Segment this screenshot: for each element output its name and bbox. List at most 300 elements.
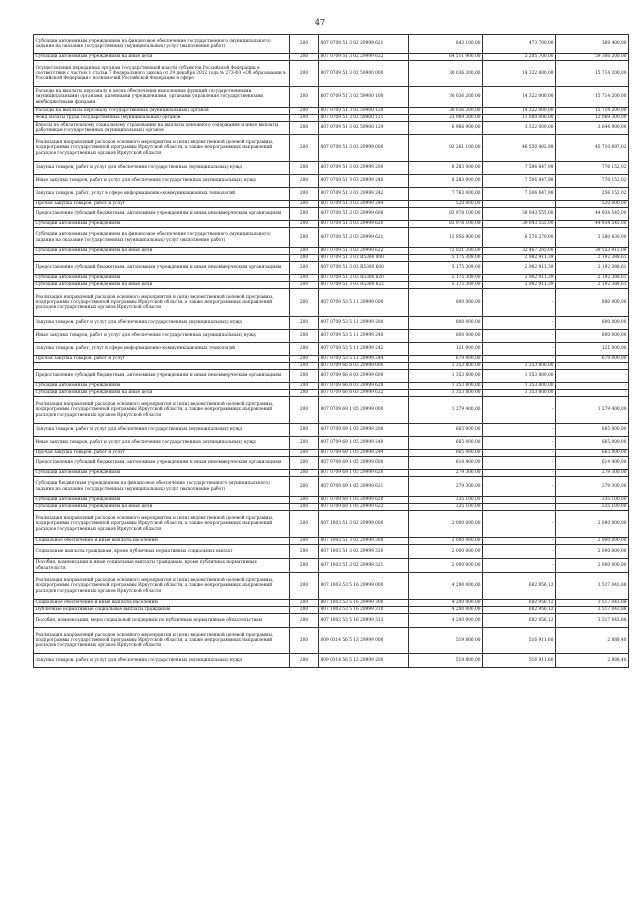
row-code-cell: 200: [290, 397, 319, 424]
row-approved-amount-cell: 1 353 800,00: [409, 363, 483, 370]
row-classification-code-cell: 807 0709 51 3 03 R5380 600: [319, 262, 409, 275]
row-name-cell: Пособия, компенсации и иные социальные выплаты гражданам, кроме публичных нормативных обязательств: [34, 559, 290, 573]
row-executed-amount-cell: 473 700,00: [483, 35, 556, 54]
row-remaining-amount-cell: 3 517 043,88: [556, 600, 629, 607]
table-row: [34, 221, 629, 228]
row-classification-code-cell: 807 0709 51 3 02 59900 120: [319, 108, 409, 115]
row-code-cell: 200: [290, 188, 319, 201]
row-code-cell: 200: [290, 628, 319, 654]
table-row: [34, 108, 629, 115]
row-executed-amount-cell: -: [483, 477, 556, 497]
row-approved-amount-cell: 665 000,00: [409, 437, 483, 450]
row-remaining-amount-cell: 800 000,00: [556, 317, 629, 330]
row-executed-amount-cell: 682 956,12: [483, 607, 556, 614]
row-approved-amount-cell: 4 200 000,00: [409, 600, 483, 607]
row-name-cell: Социальное обеспечение и иные выплаты населению: [34, 600, 290, 607]
row-approved-amount-cell: 6 966 900,00: [409, 122, 483, 135]
row-approved-amount-cell: 23 069 300,00: [409, 115, 483, 122]
row-executed-amount-cell: 14 322 000,00: [483, 61, 556, 87]
row-executed-amount-cell: 1 353 800,00: [483, 390, 556, 397]
row-executed-amount-cell: -: [483, 559, 556, 573]
row-name-cell: Предоставление субсидий бюджетным, автономным учреждениям и иным некоммерческим организациям: [34, 262, 290, 275]
row-remaining-amount-cell: 39 553 915,00: [556, 248, 629, 255]
row-executed-amount-cell: 516 911,60: [483, 654, 556, 668]
table-row: [34, 317, 629, 330]
row-approved-amount-cell: 4 200 000,00: [409, 614, 483, 628]
table-row: [34, 35, 629, 54]
row-remaining-amount-cell: -: [556, 363, 629, 370]
row-name-cell: Закупка товаров, работ, услуг в сфере информационно-коммуникационных технологий: [34, 343, 290, 356]
row-approved-amount-cell: 121 000,00: [409, 343, 483, 356]
row-executed-amount-cell: -: [483, 497, 556, 504]
row-remaining-amount-cell: 776 152,02: [556, 162, 629, 175]
row-executed-amount-cell: -: [483, 397, 556, 424]
row-classification-code-cell: 807 0709 51 3 03 29999 000: [319, 135, 409, 162]
row-classification-code-cell: 807 0709 51 3 02 59900 000: [319, 61, 409, 87]
row-name-cell: Прочая закупка товаров, работ и услуг: [34, 356, 290, 363]
row-remaining-amount-cell: 3 517 043,88: [556, 614, 629, 628]
row-executed-amount-cell: -: [483, 289, 556, 317]
row-executed-amount-cell: -: [483, 437, 556, 450]
row-code-cell: 200: [290, 343, 319, 356]
table-row: [34, 115, 629, 122]
row-executed-amount-cell: 3 322 000,00: [483, 122, 556, 135]
row-name-cell: Закупка товаров, работ и услуг для обеспечения государственных (муниципальных) нужд: [34, 424, 290, 437]
row-name-cell: Социальные выплаты гражданам, кроме публичных нормативных социальных выплат: [34, 545, 290, 559]
row-remaining-amount-cell: 2 192 388,61: [556, 262, 629, 275]
row-approved-amount-cell: 520 000,00: [409, 201, 483, 208]
table-row: [34, 87, 629, 108]
row-classification-code-cell: 807 0709 51 3 03 29999 200: [319, 162, 409, 175]
row-code-cell: 200: [290, 511, 319, 538]
table-row: [34, 573, 629, 600]
row-executed-amount-cell: 7 506 847,98: [483, 162, 556, 175]
table-row: [34, 363, 629, 370]
row-executed-amount-cell: 682 956,12: [483, 600, 556, 607]
row-classification-code-cell: 807 1003 53 5 16 29999 300: [319, 600, 409, 607]
row-approved-amount-cell: 5 175 309,00: [409, 255, 483, 262]
row-name-cell: Фонд оплаты труда государственных (муниципальных) органов: [34, 115, 290, 122]
row-remaining-amount-cell: 279 300,00: [556, 477, 629, 497]
row-executed-amount-cell: 516 911,60: [483, 628, 556, 654]
row-remaining-amount-cell: 2 192 388,61: [556, 282, 629, 289]
row-classification-code-cell: 807 0709 66 8 03 29999 000: [319, 363, 409, 370]
table-row: [34, 437, 629, 450]
row-name-cell: Субсидии автономным учреждениям: [34, 470, 290, 477]
row-approved-amount-cell: 665 000,00: [409, 424, 483, 437]
row-approved-amount-cell: 2 000 000,00: [409, 511, 483, 538]
table-row: [34, 383, 629, 390]
table-row: [34, 538, 629, 545]
row-classification-code-cell: 807 0709 69 1 05 29999 244: [319, 450, 409, 457]
row-classification-code-cell: 807 0709 53 5 11 29999 240: [319, 330, 409, 343]
table-row: [34, 477, 629, 497]
row-classification-code-cell: 809 0314 56 5 13 29999 000: [319, 628, 409, 654]
row-executed-amount-cell: 1 353 800,00: [483, 370, 556, 383]
row-executed-amount-cell: -: [483, 511, 556, 538]
row-approved-amount-cell: 2 000 000,00: [409, 538, 483, 545]
row-approved-amount-cell: 279 300,00: [409, 470, 483, 477]
row-executed-amount-cell: -: [483, 545, 556, 559]
row-approved-amount-cell: 1 353 800,00: [409, 383, 483, 390]
row-name-cell: Прочая закупка товаров, работ и услуг: [34, 201, 290, 208]
row-name-cell: Реализация направлений расходов основного мероприятия и (или) ведомственной целевой программы, подпрограммы государственной программы Иркутской области, а также непрограммных направлений расходов государственных органов Иркутской области: [34, 289, 290, 317]
row-executed-amount-cell: -: [483, 317, 556, 330]
row-approved-amount-cell: 8 283 000,00: [409, 175, 483, 188]
row-name-cell: Субсидии автономным учреждениям на иные цели: [34, 248, 290, 255]
row-classification-code-cell: 807 0709 69 1 05 29999 620: [319, 497, 409, 504]
row-classification-code-cell: 809 0314 56 5 13 29999 200: [319, 654, 409, 668]
row-approved-amount-cell: 335 100,00: [409, 504, 483, 511]
row-classification-code-cell: 807 1003 51 3 02 29999 321: [319, 559, 409, 573]
row-approved-amount-cell: 5 175 309,00: [409, 262, 483, 275]
row-remaining-amount-cell: 121 000,00: [556, 343, 629, 356]
row-approved-amount-cell: 1 279 400,00: [409, 397, 483, 424]
row-remaining-amount-cell: -: [556, 370, 629, 383]
table-row: [34, 262, 629, 275]
row-name-cell: Осуществление переданных органам государственной власти субъектов Российской Федерации в соответствии с частью 1 статьи 7 Федерального закона от 29 декабря 2012 года № 273-ФЗ «Об образовании в Российской Федерации» полномочий Российской Федерации в сфере: [34, 61, 290, 87]
row-approved-amount-cell: 4 200 000,00: [409, 573, 483, 600]
row-code-cell: 200: [290, 470, 319, 477]
row-name-cell: [34, 363, 290, 370]
row-remaining-amount-cell: 2 192 388,61: [556, 275, 629, 282]
table-row: [34, 282, 629, 289]
table-row: [34, 457, 629, 470]
row-approved-amount-cell: 2 000 000,00: [409, 559, 483, 573]
row-remaining-amount-cell: 679 000,00: [556, 356, 629, 363]
row-approved-amount-cell: 83 978 100,00: [409, 221, 483, 228]
row-code-cell: 200: [290, 573, 319, 600]
table-row: [34, 54, 629, 61]
row-code-cell: 200: [290, 559, 319, 573]
row-approved-amount-cell: 83 978 100,00: [409, 208, 483, 221]
row-code-cell: 200: [290, 330, 319, 343]
row-approved-amount-cell: 72 021 200,00: [409, 248, 483, 255]
table-row: [34, 424, 629, 437]
row-approved-amount-cell: 5 175 309,00: [409, 282, 483, 289]
row-code-cell: 200: [290, 162, 319, 175]
table-row: [34, 175, 629, 188]
page-number: 47: [314, 18, 326, 27]
row-name-cell: Закупка товаров, работ и услуг для обеспечения государственных (муниципальных) нужд: [34, 317, 290, 330]
table-row: [34, 600, 629, 607]
row-code-cell: 200: [290, 248, 319, 255]
row-name-cell: Субсидии автономным учреждениям: [34, 383, 290, 390]
row-code-cell: 200: [290, 437, 319, 450]
row-approved-amount-cell: 1 353 800,00: [409, 390, 483, 397]
row-remaining-amount-cell: 44 934 545,00: [556, 208, 629, 221]
row-executed-amount-cell: 6 576 270,00: [483, 228, 556, 248]
table-row: [34, 504, 629, 511]
row-remaining-amount-cell: 15 714 200,00: [556, 87, 629, 108]
row-name-cell: Реализация направлений расходов основного мероприятия и (или) ведомственной целевой программы, подпрограммы государственной программы Иркутской области, а также непрограммных направлений расходов государственных органов Иркутской области: [34, 397, 290, 424]
row-code-cell: 200: [290, 201, 319, 208]
row-remaining-amount-cell: 2 000 000,00: [556, 545, 629, 559]
table-row: [34, 370, 629, 383]
row-classification-code-cell: 807 0709 53 5 11 29999 200: [319, 317, 409, 330]
row-classification-code-cell: 807 1003 53 5 16 29999 000: [319, 573, 409, 600]
row-approved-amount-cell: 1 353 800,00: [409, 370, 483, 383]
row-code-cell: 200: [290, 538, 319, 545]
table-row: [34, 135, 629, 162]
row-executed-amount-cell: -: [483, 538, 556, 545]
row-code-cell: 200: [290, 35, 319, 54]
row-code-cell: 200: [290, 87, 319, 108]
row-remaining-amount-cell: 800 000,00: [556, 330, 629, 343]
row-name-cell: Предоставление субсидий бюджетным, автономным учреждениям и иным некоммерческим организациям: [34, 370, 290, 383]
row-remaining-amount-cell: 2 000 000,00: [556, 559, 629, 573]
row-name-cell: Предоставление субсидий бюджетным, автономным учреждениям и иным некоммерческим организациям: [34, 457, 290, 470]
table-row: [34, 450, 629, 457]
row-code-cell: 200: [290, 600, 319, 607]
row-approved-amount-cell: 8 283 000,00: [409, 162, 483, 175]
row-executed-amount-cell: 7 506 847,98: [483, 188, 556, 201]
row-remaining-amount-cell: 614 400,00: [556, 457, 629, 470]
row-code-cell: 200: [290, 275, 319, 282]
row-classification-code-cell: 807 0709 51 3 03 R5380 620: [319, 275, 409, 282]
row-name-cell: Субсидии автономным учреждениям на иные цели: [34, 54, 290, 61]
table-row: [34, 511, 629, 538]
row-name-cell: Субсидии автономным учреждениям: [34, 497, 290, 504]
row-remaining-amount-cell: 45 710 697,02: [556, 135, 629, 162]
row-name-cell: Публичные нормативные социальные выплаты гражданам: [34, 607, 290, 614]
row-remaining-amount-cell: 520 000,00: [556, 201, 629, 208]
row-executed-amount-cell: 39 043 555,00: [483, 221, 556, 228]
row-remaining-amount-cell: -: [556, 390, 629, 397]
row-classification-code-cell: 807 0709 51 3 03 29999 620: [319, 221, 409, 228]
row-classification-code-cell: 807 1003 51 3 02 29999 000: [319, 511, 409, 538]
row-code-cell: 200: [290, 477, 319, 497]
row-approved-amount-cell: 5 175 309,00: [409, 275, 483, 282]
table-row: [34, 559, 629, 573]
table-row: [34, 497, 629, 504]
row-code-cell: 200: [290, 289, 319, 317]
row-classification-code-cell: 807 0709 51 3 02 59900 129: [319, 122, 409, 135]
row-classification-code-cell: 807 0709 51 3 03 29999 621: [319, 228, 409, 248]
row-remaining-amount-cell: 44 934 545,00: [556, 221, 629, 228]
table-row: [34, 607, 629, 614]
row-executed-amount-cell: 2 982 911,39: [483, 262, 556, 275]
table-row: [34, 545, 629, 559]
row-name-cell: Реализация направлений расходов основного мероприятия и (или) ведомственной целевой программы, подпрограммы государственной программы Иркутской области, а также непрограммных направлений расходов государственных органов Иркутской области: [34, 628, 290, 654]
row-executed-amount-cell: 14 322 000,00: [483, 87, 556, 108]
row-name-cell: Субсидии автономным учреждениям: [34, 221, 290, 228]
row-name-cell: Субсидии бюджетным учреждениям на финансовое обеспечение государственного (муниципального) задания на оказание государственных (муниципальных) услуг (выполнение работ): [34, 477, 290, 497]
row-executed-amount-cell: 2 982 911,39: [483, 282, 556, 289]
row-approved-amount-cell: 279 300,00: [409, 477, 483, 497]
table-row: [34, 356, 629, 363]
table-row: [34, 248, 629, 255]
table-row: [34, 390, 629, 397]
row-classification-code-cell: 807 0709 69 1 05 29999 240: [319, 437, 409, 450]
row-classification-code-cell: 807 0709 69 1 05 29999 622: [319, 504, 409, 511]
row-approved-amount-cell: 614 400,00: [409, 457, 483, 470]
row-executed-amount-cell: -: [483, 470, 556, 477]
row-name-cell: Субсидии автономным учреждениям на финансовое обеспечение государственного (муниципального) задания на оказание государственных (муниципальных) услуг (выполнение работ): [34, 228, 290, 248]
row-code-cell: 200: [290, 497, 319, 504]
row-remaining-amount-cell: 2 000 000,00: [556, 511, 629, 538]
row-code-cell: 200: [290, 545, 319, 559]
row-code-cell: 200: [290, 61, 319, 87]
row-code-cell: 200: [290, 255, 319, 262]
row-classification-code-cell: 807 0709 69 1 05 29999 600: [319, 457, 409, 470]
row-approved-amount-cell: 30 036 200,00: [409, 61, 483, 87]
table-row: [34, 162, 629, 175]
row-classification-code-cell: 807 0709 51 3 02 59900 100: [319, 87, 409, 108]
row-remaining-amount-cell: 2 192 388,61: [556, 255, 629, 262]
row-name-cell: Реализация направлений расходов основного мероприятия и (или) ведомственной целевой программы, подпрограммы государственной программы Иркутской области, а также непрограммных направлений расходов государственных органов Иркутской области: [34, 135, 290, 162]
row-code-cell: 200: [290, 262, 319, 275]
row-code-cell: 200: [290, 424, 319, 437]
row-approved-amount-cell: 800 000,00: [409, 330, 483, 343]
table-row: [34, 628, 629, 654]
row-executed-amount-cell: -: [483, 450, 556, 457]
row-approved-amount-cell: 800 000,00: [409, 317, 483, 330]
row-executed-amount-cell: -: [483, 343, 556, 356]
row-classification-code-cell: 807 0709 51 3 03 29999 622: [319, 248, 409, 255]
row-remaining-amount-cell: 3 644 900,00: [556, 122, 629, 135]
row-approved-amount-cell: 843 100,00: [409, 35, 483, 54]
row-name-cell: Иные закупки товаров, работ и услуг для обеспечения государственных (муниципальных) нужд: [34, 437, 290, 450]
row-executed-amount-cell: 682 956,12: [483, 614, 556, 628]
row-remaining-amount-cell: 256 152,02: [556, 188, 629, 201]
row-name-cell: [34, 255, 290, 262]
row-approved-amount-cell: 665 000,00: [409, 450, 483, 457]
row-code-cell: 200: [290, 607, 319, 614]
row-classification-code-cell: 807 0709 53 5 11 29999 242: [319, 343, 409, 356]
row-code-cell: 200: [290, 356, 319, 363]
row-remaining-amount-cell: 335 100,00: [556, 504, 629, 511]
row-code-cell: 200: [290, 383, 319, 390]
row-code-cell: 200: [290, 54, 319, 61]
row-remaining-amount-cell: 776 152,02: [556, 175, 629, 188]
table-row: [34, 330, 629, 343]
row-executed-amount-cell: 5 205 700,00: [483, 54, 556, 61]
row-classification-code-cell: 807 0709 53 5 11 29999 000: [319, 289, 409, 317]
row-executed-amount-cell: 1 353 800,00: [483, 383, 556, 390]
row-classification-code-cell: 807 0709 51 3 03 R5380 000: [319, 255, 409, 262]
row-code-cell: 200: [290, 115, 319, 122]
row-classification-code-cell: 807 1003 53 5 16 29999 310: [319, 607, 409, 614]
table-row: [34, 470, 629, 477]
row-remaining-amount-cell: 335 100,00: [556, 497, 629, 504]
row-name-cell: Субсидии автономным учреждениям на иные цели: [34, 504, 290, 511]
row-approved-amount-cell: 519 800,00: [409, 628, 483, 654]
row-classification-code-cell: 807 1003 53 5 16 29999 313: [319, 614, 409, 628]
table-row: [34, 61, 629, 87]
row-name-cell: Прочая закупка товаров, работ и услуг: [34, 450, 290, 457]
row-name-cell: Пособия, компенсации, меры социальной поддержки по публичным нормативным обязательствам: [34, 614, 290, 628]
row-remaining-amount-cell: 279 300,00: [556, 470, 629, 477]
row-remaining-amount-cell: 369 400,00: [556, 35, 629, 54]
table-row: [34, 122, 629, 135]
row-approved-amount-cell: 7 763 000,00: [409, 188, 483, 201]
row-classification-code-cell: 807 0709 53 5 11 29999 244: [319, 356, 409, 363]
row-name-cell: Социальное обеспечение и иные выплаты населению: [34, 538, 290, 545]
table-row: [34, 614, 629, 628]
row-name-cell: Субсидии автономным учреждениям на иные цели: [34, 282, 290, 289]
row-approved-amount-cell: 4 200 000,00: [409, 607, 483, 614]
row-classification-code-cell: 807 0709 66 8 03 29999 620: [319, 383, 409, 390]
row-executed-amount-cell: 2 982 911,39: [483, 255, 556, 262]
row-classification-code-cell: 807 1003 51 3 02 29999 320: [319, 545, 409, 559]
row-remaining-amount-cell: 3 517 043,88: [556, 573, 629, 600]
row-executed-amount-cell: -: [483, 201, 556, 208]
row-executed-amount-cell: -: [483, 457, 556, 470]
row-classification-code-cell: 807 0709 69 1 05 29999 621: [319, 477, 409, 497]
row-classification-code-cell: 807 0709 51 3 03 29999 240: [319, 175, 409, 188]
row-classification-code-cell: 807 0709 51 3 03 R5380 622: [319, 282, 409, 289]
row-code-cell: 200: [290, 363, 319, 370]
table-row: [34, 208, 629, 221]
row-name-cell: Реализация направлений расходов основного мероприятия и (или) ведомственной целевой программы, подпрограммы государственной программы Иркутской области, а также непрограммных направлений расходов государственных органов Иркутской области: [34, 511, 290, 538]
row-remaining-amount-cell: -: [556, 383, 629, 390]
row-code-cell: 200: [290, 317, 319, 330]
row-classification-code-cell: 807 1003 51 3 02 29999 300: [319, 538, 409, 545]
row-remaining-amount-cell: 2 888,40: [556, 628, 629, 654]
row-name-cell: Иные закупки товаров, работ и услуг для обеспечения государственных (муниципальных) нужд: [34, 330, 290, 343]
row-name-cell: Закупка товаров, работ и услуг для обеспечения государственных (муниципальных) нужд: [34, 654, 290, 668]
row-code-cell: 200: [290, 221, 319, 228]
row-code-cell: 200: [290, 122, 319, 135]
row-code-cell: 200: [290, 208, 319, 221]
row-name-cell: Предоставление субсидий бюджетным, автономным учреждениям и иным некоммерческим организациям: [34, 208, 290, 221]
row-classification-code-cell: 807 0709 69 1 05 29999 620: [319, 470, 409, 477]
row-classification-code-cell: 807 0709 51 3 03 29999 600: [319, 208, 409, 221]
table-row: [34, 188, 629, 201]
table-row: [34, 228, 629, 248]
row-approved-amount-cell: 335 100,00: [409, 497, 483, 504]
row-code-cell: 200: [290, 504, 319, 511]
table-row: [34, 397, 629, 424]
row-remaining-amount-cell: 2 888,40: [556, 654, 629, 668]
row-name-cell: Субсидии автономным учреждениям: [34, 275, 290, 282]
row-code-cell: 200: [290, 390, 319, 397]
row-approved-amount-cell: 519 800,00: [409, 654, 483, 668]
row-approved-amount-cell: 679 000,00: [409, 356, 483, 363]
row-code-cell: 200: [290, 614, 319, 628]
row-approved-amount-cell: 30 036 200,00: [409, 87, 483, 108]
row-code-cell: 200: [290, 654, 319, 668]
table-row: [34, 275, 629, 282]
row-name-cell: Закупка товаров, работ, услуг в сфере информационно-коммуникационных технологий: [34, 188, 290, 201]
row-executed-amount-cell: 46 550 402,98: [483, 135, 556, 162]
row-name-cell: Иные закупки товаров, работ и услуг для обеспечения государственных (муниципальных) нужд: [34, 175, 290, 188]
row-code-cell: 200: [290, 457, 319, 470]
row-code-cell: 200: [290, 135, 319, 162]
row-classification-code-cell: 807 0709 51 3 02 29999 622: [319, 54, 409, 61]
table-row: [34, 255, 629, 262]
row-classification-code-cell: 807 0709 51 3 03 29999 242: [319, 188, 409, 201]
row-code-cell: 200: [290, 282, 319, 289]
row-code-cell: 200: [290, 108, 319, 115]
row-executed-amount-cell: -: [483, 330, 556, 343]
row-executed-amount-cell: 32 467 285,00: [483, 248, 556, 255]
row-classification-code-cell: 807 0709 51 3 02 29999 621: [319, 35, 409, 54]
row-remaining-amount-cell: 1 279 400,00: [556, 397, 629, 424]
row-name-cell: Субсидии автономным учреждениям на иные цели: [34, 390, 290, 397]
row-approved-amount-cell: 30 036 200,00: [409, 108, 483, 115]
row-approved-amount-cell: 92 261 100,00: [409, 135, 483, 162]
table-body: [34, 35, 629, 668]
row-code-cell: 200: [290, 175, 319, 188]
row-remaining-amount-cell: 665 000,00: [556, 437, 629, 450]
row-name-cell: Расходы на выплаты персоналу государственных (муниципальных) органов: [34, 108, 290, 115]
row-executed-amount-cell: 2 982 911,39: [483, 275, 556, 282]
row-remaining-amount-cell: 5 380 630,00: [556, 228, 629, 248]
row-name-cell: Реализация направлений расходов основного мероприятия и (или) ведомственной целевой программы, подпрограммы государственной программы Иркутской области, а также непрограммных направлений расходов государственных органов Иркутской области: [34, 573, 290, 600]
row-approved-amount-cell: 11 956 900,00: [409, 228, 483, 248]
